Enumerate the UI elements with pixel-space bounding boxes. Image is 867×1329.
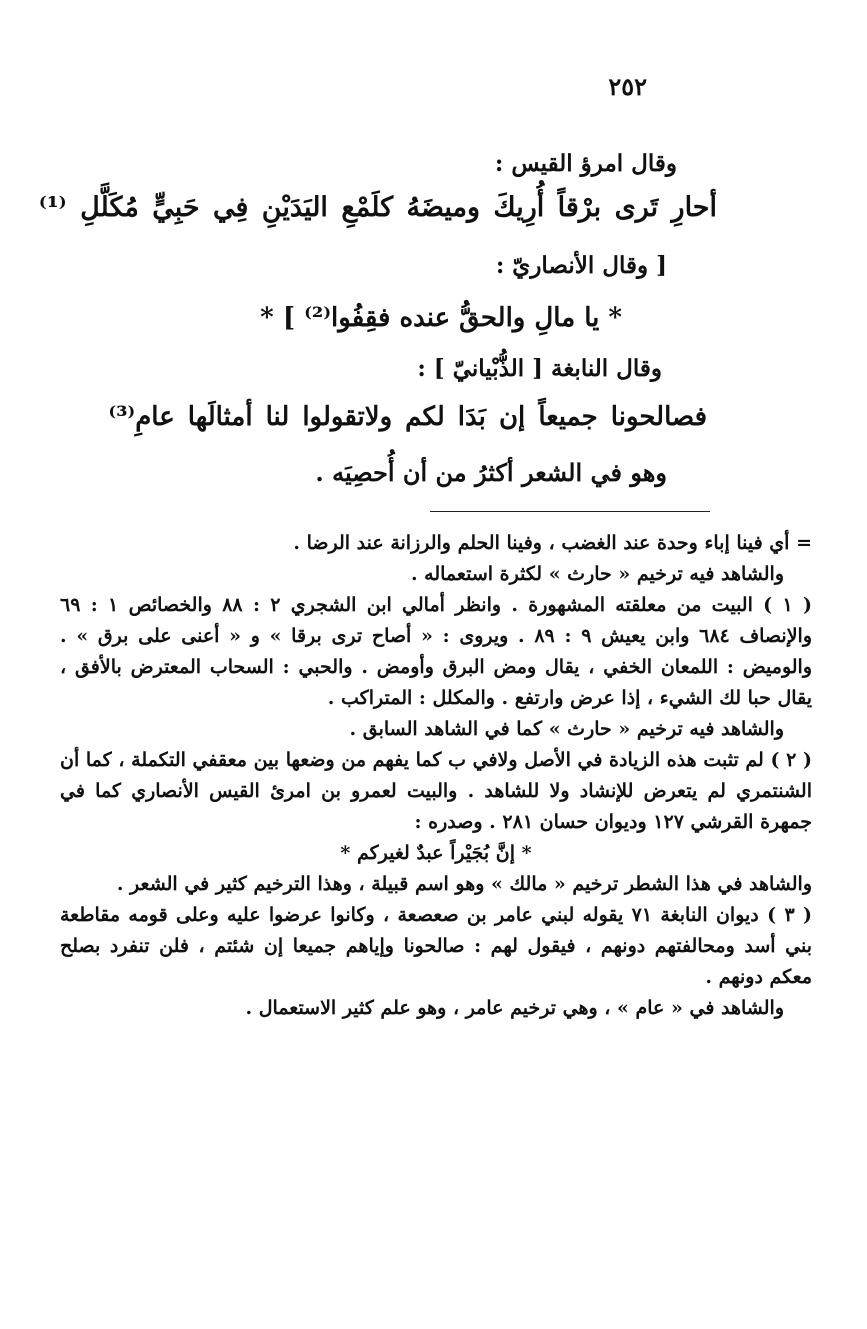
footnote-2-witness: والشاهد في هذا الشطر ترخيم « مالك » وهو اسم قبيلة ، وهذا الترخيم كثير في الشعر .	[116, 873, 812, 895]
footnote-2-verse: * إنَّ بُجَيْراً عبدٌ لغيركم *	[340, 842, 532, 864]
page-number: ٢٥٢	[608, 72, 647, 101]
intro-ansari: [ وقال الأنصاريّ :	[495, 252, 667, 279]
footnote-continuation-witness: والشاهد فيه ترخيم « حارث » لكثرة استعماله .	[410, 563, 784, 585]
intro-nabigha: وقال النابغة [ الذُّبْيانيّ ] :	[417, 355, 662, 382]
closing-line: وهو في الشعر أكثرُ من أن أُحصِيَه .	[315, 458, 667, 487]
footnote-continuation: = أي فينا إباء وحدة عند الغضب ، وفينا الحلم والرزانة عند الرضا .	[293, 532, 812, 554]
footnote-3-witness: والشاهد في « عام » ، وهي ترخيم عامر ، وهو علم كثير الاستعمال .	[245, 997, 784, 1019]
footnote-1: ( ١ ) البيت من معلقته المشهورة . وانظر أمالي ابن الشجري ٢ : ٨٨ والخصائص ١ : ٦٩ والإنصاف ٦٨٤ وابن يعيش ٩ : ٨٩ . ويروى : « أصاح ترى برقا » و « أعنى على برق » . والوميض : اللمعان الخفي ، يقال ومض البرق وأومض . والحبي : السحاب المعترض بالأفق ، يقال حبا لك الشيء ، إذا عرض وارتفع . والمكلل : المتراكب .	[60, 594, 812, 709]
verse-imru-al-qays: أحارِ تَرى برْقاً أُرِيكَ وميضَهُ كلَمْعِ اليَدَيْنِ فِي حَبِيٍّ مُكَلَّلِ ⁽¹⁾	[38, 192, 717, 223]
verse-ansari: * يا مالِ والحقُّ عنده فقِفُوا⁽²⁾ ] *	[260, 303, 622, 333]
footnote-3: ( ٣ ) ديوان النابغة ٧١ يقوله لبني عامر بن صعصعة ، وكانوا عرضوا عليه وعلى قومه مقاطعة بني أسد ومحالفتهم دونهم ، فيقول لهم : صالحونا وإياهم جميعا إن شئتم ، فلن تنفرد بصلح معكم دونهم .	[60, 904, 812, 988]
intro-imru-al-qays: وقال امرؤ القيس :	[494, 150, 677, 177]
footnote-separator	[430, 511, 710, 512]
footnote-1-witness: والشاهد فيه ترخيم « حارث » كما في الشاهد السابق .	[349, 718, 784, 740]
verse-nabigha: فصالحونا جميعاً إن بَدَا لكم ولاتقولوا لنا أمثالَها عامِ⁽³⁾	[108, 402, 707, 432]
footnote-2: ( ٢ ) لم تثبت هذه الزيادة في الأصل ولافي ب كما يفهم من وضعها بين معقفي التكملة ، كما أن الشنتمري لم يتعرض للإنشاد ولا للشاهد . والبيت لعمرو بن امرئ القيس الأنصاري كما في جمهرة القرشي ١٢٧ وديوان حسان ٢٨١ . وصدره :	[60, 749, 812, 833]
footnotes	[60, 528, 812, 1024]
